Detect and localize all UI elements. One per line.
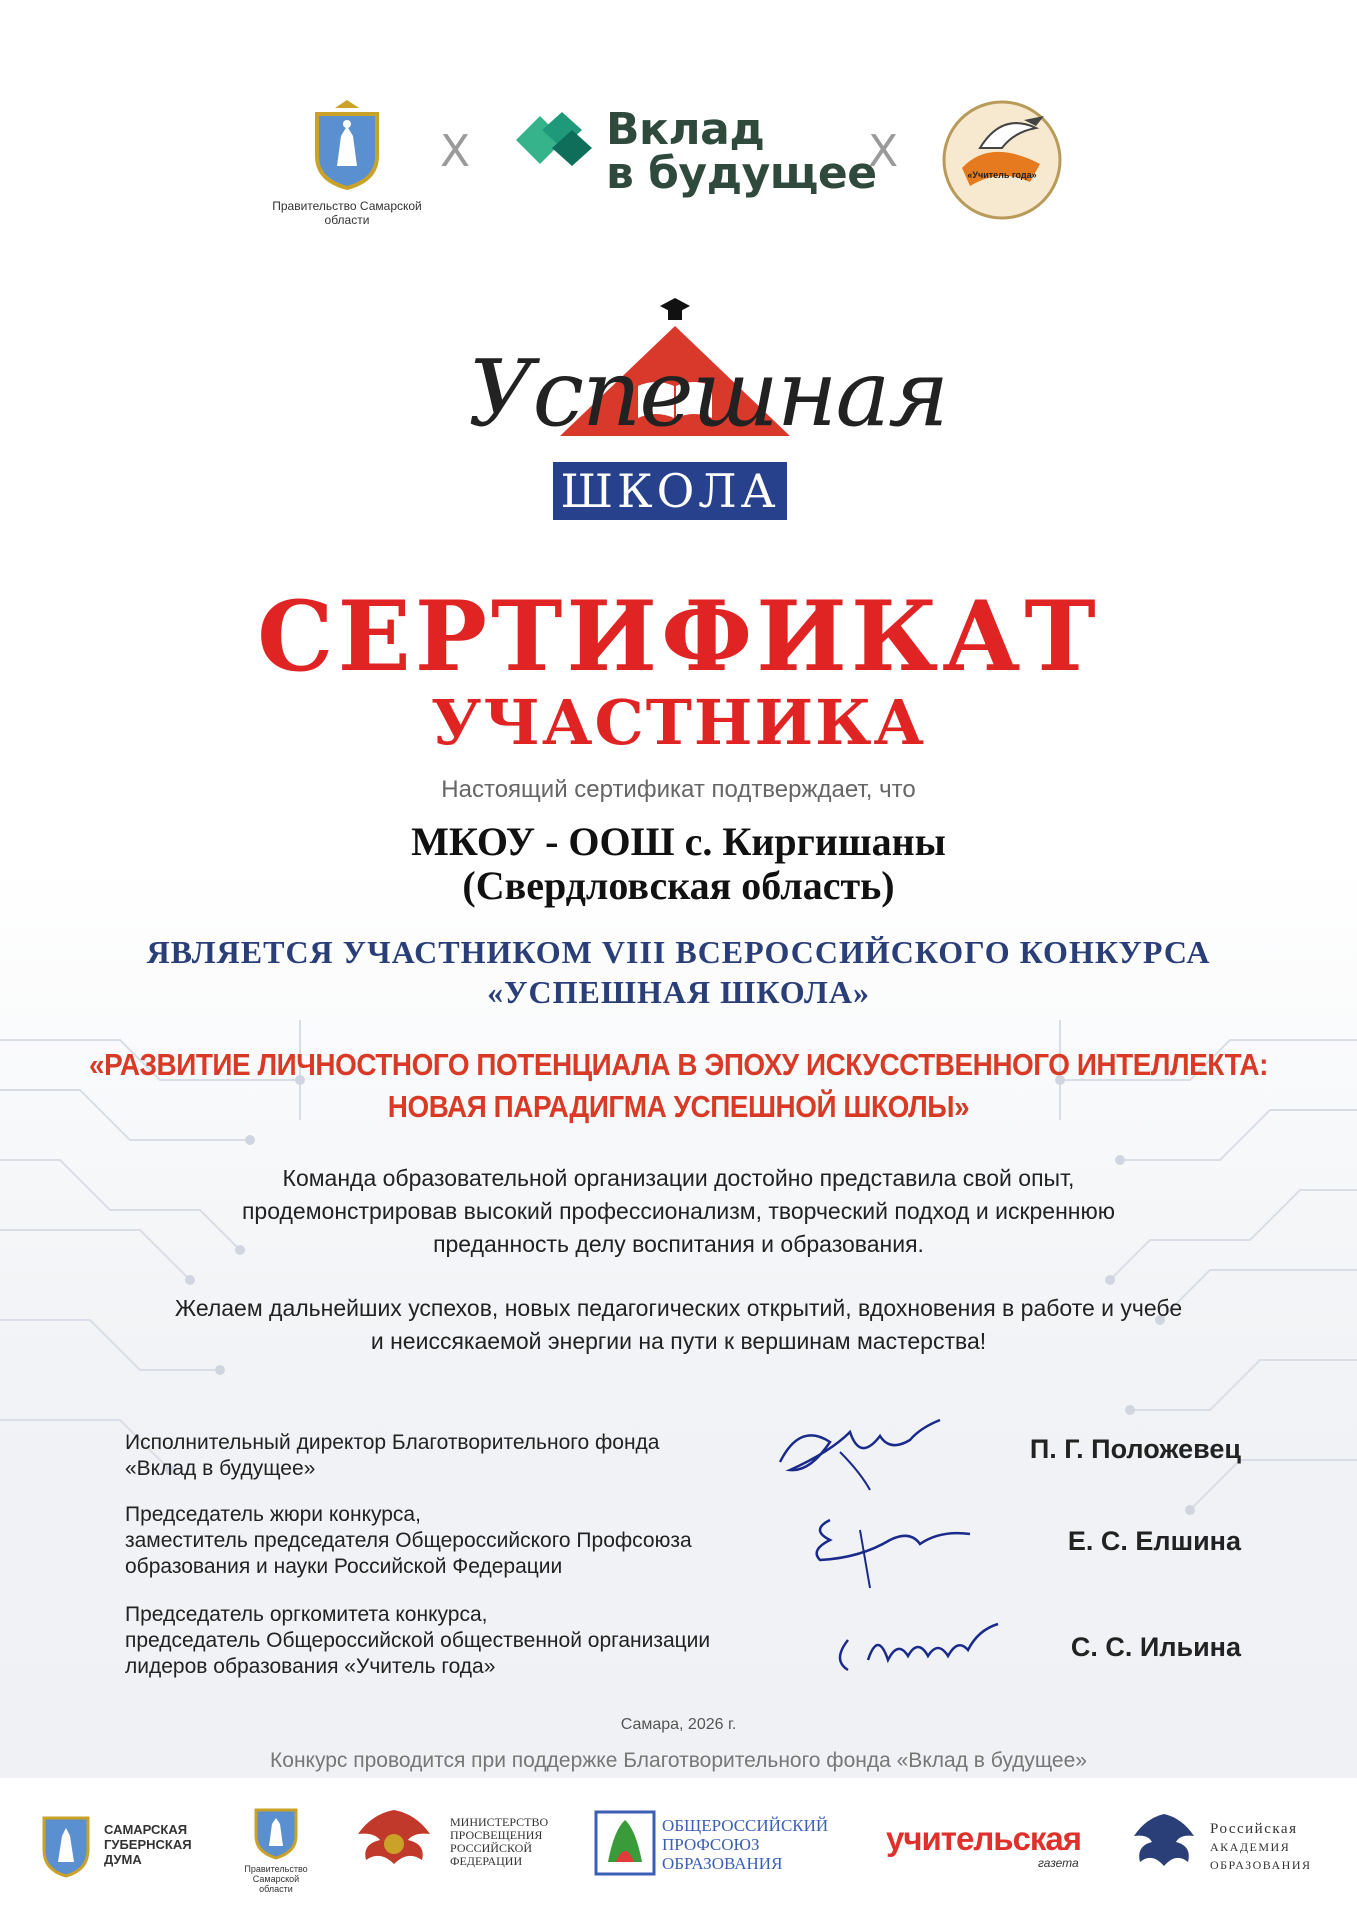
support-text: Конкурс проводится при поддержке Благотворительного фонда «Вклад в будущее» [270, 1749, 1087, 1772]
teacher-of-year-badge-icon [940, 98, 1064, 222]
footer-logos [0, 1778, 1357, 1920]
school-logo-box: ШКОЛА [553, 462, 787, 520]
duma-coat-of-arms-icon [38, 1808, 94, 1878]
signature-2-icon [800, 1500, 990, 1590]
academy-eagle-icon [1128, 1808, 1200, 1878]
city-year: Самара, 2026 г. [620, 1716, 737, 1733]
gov-small-coat-of-arms-icon [252, 1802, 300, 1860]
academy-text [1210, 1820, 1312, 1874]
role-1-line-2: «Вклад в будущее» [125, 1457, 316, 1480]
teacher-badge-text: «Учитель года» [967, 170, 1037, 180]
org-line-1: МКОУ - ООШ с. Киргишаны [411, 819, 946, 864]
duma-text [104, 1822, 192, 1867]
signature-1-icon [770, 1412, 950, 1492]
duma-line-3: ДУМА [104, 1852, 142, 1867]
organization-name [0, 820, 1357, 908]
org-line-2: (Свердловская область) [462, 863, 895, 908]
gazeta-title: учительская [886, 1820, 1082, 1857]
contest-line-2: «УСПЕШНАЯ ШКОЛА» [487, 974, 870, 1010]
union-line-2: ПРОФСОЮЗ [662, 1835, 760, 1854]
theme-line-2: НОВАЯ ПАРАДИГМА УСПЕШНОЙ ШКОЛЫ» [387, 1089, 970, 1124]
vklad-logo-text [606, 104, 877, 199]
vklad-line-2: в будущее [606, 148, 877, 199]
para1-line-1: Команда образовательной организации достойно представила свой опыт, [282, 1165, 1075, 1191]
para2-line-2: и неиссякаемой энергии на пути к вершинам мастерства! [370, 1328, 987, 1354]
role-3-line-1: Председатель оргкомитета конкурса, [125, 1603, 488, 1626]
academy-line-2: АКАДЕМИЯ [1210, 1840, 1291, 1854]
paragraph-team [0, 1162, 1357, 1261]
role-1-line-1: Исполнительный директор Благотворительного фонда [125, 1431, 660, 1454]
signature-role-2 [125, 1502, 692, 1580]
signature-3-icon [828, 1610, 1008, 1680]
signature-role-3 [125, 1602, 710, 1680]
academy-line-1: Российская [1210, 1821, 1298, 1837]
duma-line-1: САМАРСКАЯ [104, 1822, 188, 1837]
signature-name-3: С. С. Ильина [1070, 1632, 1241, 1662]
ministry-line-2: ПРОСВЕЩЕНИЯ [450, 1828, 543, 1842]
para2-line-1: Желаем дальнейших успехов, новых педагогических открытий, вдохновения в работе и учебе [174, 1295, 1183, 1321]
role-3-line-3: лидеров образования «Учитель года» [125, 1655, 496, 1678]
role-2-line-1: Председатель жюри конкурса, [125, 1503, 421, 1526]
contest-statement [0, 932, 1357, 1012]
duma-line-2: ГУБЕРНСКАЯ [104, 1837, 192, 1852]
partner-samara-government [272, 96, 422, 227]
ministry-eagle-icon [352, 1804, 436, 1880]
union-line-1: ОБЩЕРОССИЙСКИЙ [662, 1816, 829, 1835]
vklad-logo-icon [516, 108, 594, 172]
school-logo-script: Успешная [468, 340, 948, 447]
ministry-text [450, 1816, 548, 1868]
gov-small-caption: Правительство Самарской области [244, 1864, 308, 1894]
role-2-line-3: образования и науки Российской Федерации [125, 1555, 563, 1578]
role-3-line-2: председатель Общероссийской общественной организации [125, 1629, 711, 1652]
certificate-title: СЕРТИФИКАТ [257, 580, 1100, 693]
contest-theme [68, 1044, 1289, 1128]
paragraph-wishes [0, 1292, 1357, 1358]
theme-line-1: «РАЗВИТИЕ ЛИЧНОСТНОГО ПОТЕНЦИАЛА В ЭПОХУ ИСКУССТВЕННОГО ИНТЕЛЛЕКТА: [89, 1047, 1268, 1082]
signature-name-2: Е. С. Елшина [1067, 1526, 1241, 1556]
teacher-of-year-logo [940, 98, 1064, 222]
contest-line-1: ЯВЛЯЕТСЯ УЧАСТНИКОМ VIII ВСЕРОССИЙСКОГО КОНКУРСА [146, 934, 1211, 970]
role-2-line-2: заместитель председателя Общероссийского Профсоюза [125, 1529, 692, 1552]
confirm-text: Настоящий сертификат подтверждает, что [441, 776, 916, 803]
ministry-line-1: МИНИСТЕРСТВО [450, 1815, 549, 1829]
cross-separator-2: X [868, 126, 899, 177]
signature-role-1 [125, 1430, 659, 1482]
para1-line-2: продемонстрировав высокий профессионализм, творческий подход и искреннюю [241, 1198, 1116, 1224]
union-text [662, 1816, 828, 1873]
samara-coat-of-arms-icon [307, 96, 387, 192]
ministry-line-4: ФЕДЕРАЦИИ [450, 1854, 523, 1868]
gov-caption: Правительство Самарской области [272, 199, 422, 227]
union-line-3: ОБРАЗОВАНИЯ [662, 1854, 783, 1873]
para1-line-3: преданность делу воспитания и образования. [433, 1231, 924, 1257]
cross-separator-1: X [440, 126, 471, 177]
signature-name-1: П. Г. Положевец [1029, 1434, 1241, 1464]
academy-line-3: ОБРАЗОВАНИЯ [1210, 1858, 1312, 1872]
vklad-line-1: Вклад [606, 104, 765, 155]
certificate-subtitle: УЧАСТНИКА [431, 686, 926, 759]
union-logo-icon [594, 1810, 656, 1876]
ministry-line-3: РОССИЙСКОЙ [450, 1841, 533, 1855]
gazeta-subtitle: газета [1038, 1856, 1079, 1870]
